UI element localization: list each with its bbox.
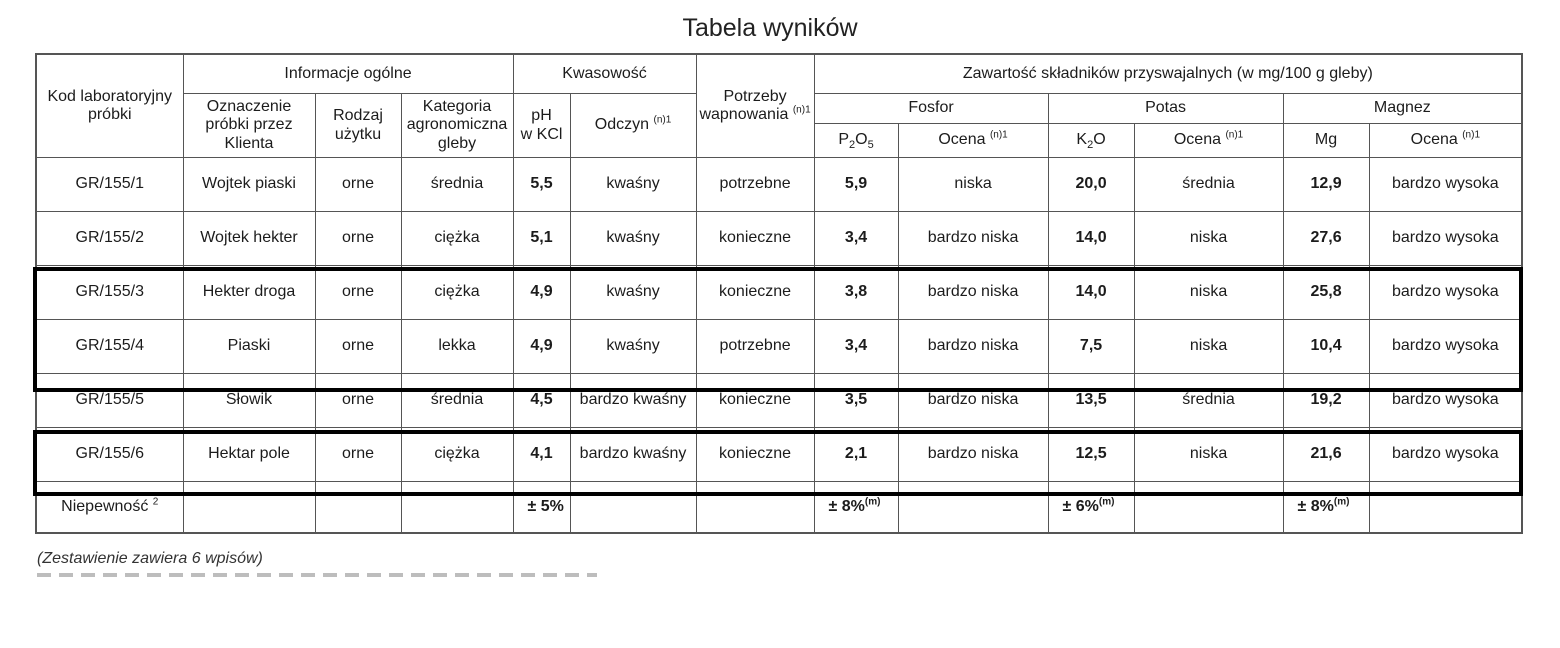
- header-ph-line1: pH: [531, 107, 552, 125]
- cell-mg: 25,8: [1283, 266, 1369, 320]
- cell-client-label: Piaski: [183, 320, 315, 374]
- uncertainty-empty-reaction: [570, 482, 696, 534]
- header-k2o-o: O: [1093, 131, 1106, 149]
- cell-reaction: kwaśny: [570, 320, 696, 374]
- table-row: [36, 212, 1522, 266]
- cell-soil-category: ciężka: [401, 212, 513, 266]
- cell-land-use: orne: [315, 320, 401, 374]
- cell-mg: 19,2: [1283, 374, 1369, 428]
- header-p2o5-sub2: 5: [867, 139, 874, 152]
- header-mg: Mg: [1283, 124, 1369, 158]
- cell-k2o: 14,0: [1048, 266, 1134, 320]
- cell-mg-rating: bardzo wysoka: [1369, 266, 1522, 320]
- uncertainty-k2o-note: (m): [1098, 496, 1115, 508]
- header-ph: [513, 94, 570, 158]
- uncertainty-mg-value: ± 8%: [1297, 497, 1334, 515]
- header-client-label: Oznaczenie próbki przez Klienta: [183, 94, 315, 158]
- uncertainty-empty-client: [183, 482, 315, 534]
- header-reaction: [570, 94, 696, 158]
- cell-mg: 10,4: [1283, 320, 1369, 374]
- cell-p-rating: bardzo niska: [898, 320, 1048, 374]
- table-row: [36, 266, 1522, 320]
- results-table: [35, 53, 1523, 534]
- header-k-rating-note: (n)1: [1225, 129, 1244, 141]
- cell-mg-rating: bardzo wysoka: [1369, 374, 1522, 428]
- header-reaction-note: (n)1: [653, 114, 672, 126]
- cell-soil-category: ciężka: [401, 266, 513, 320]
- cell-p-rating: niska: [898, 158, 1048, 212]
- cell-ph: 4,9: [513, 320, 570, 374]
- cell-p2o5: 5,9: [814, 158, 898, 212]
- cell-k-rating: niska: [1134, 212, 1283, 266]
- header-p-rating-text: Ocena: [938, 131, 986, 149]
- cell-k-rating: niska: [1134, 266, 1283, 320]
- header-k-rating: [1134, 124, 1283, 158]
- uncertainty-label: [36, 482, 183, 534]
- header-p2o5-sub1: 2: [849, 139, 856, 152]
- cell-ph: 5,1: [513, 212, 570, 266]
- header-ph-line2: w KCl: [520, 125, 563, 143]
- document-title: Tabela wyników: [682, 14, 858, 42]
- cell-land-use: orne: [315, 158, 401, 212]
- uncertainty-mg: [1283, 482, 1369, 534]
- cell-client-label: Wojtek piaski: [183, 158, 315, 212]
- header-reaction-text: Odczyn: [594, 116, 650, 134]
- cell-p-rating: bardzo niska: [898, 428, 1048, 482]
- footnote: (Zestawienie zawiera 6 wpisów): [37, 550, 263, 567]
- header-k-rating-text: Ocena: [1173, 131, 1221, 149]
- uncertainty-p2o5-value: ± 8%: [828, 497, 865, 515]
- header-liming-note: (n)1: [792, 104, 811, 116]
- header-magnesium: Magnez: [1283, 94, 1522, 124]
- cell-p2o5: 3,5: [814, 374, 898, 428]
- cell-ph: 4,9: [513, 266, 570, 320]
- cell-k2o: 7,5: [1048, 320, 1134, 374]
- header-liming-text: Potrzeby wapnowania: [699, 87, 789, 123]
- uncertainty-empty-use: [315, 482, 401, 534]
- cell-p2o5: 3,4: [814, 320, 898, 374]
- uncertainty-k2o-value: ± 6%: [1062, 497, 1099, 515]
- cell-reaction: kwaśny: [570, 266, 696, 320]
- table-row: [36, 158, 1522, 212]
- table-row: [36, 428, 1522, 482]
- cell-p-rating: bardzo niska: [898, 374, 1048, 428]
- header-lab-code: Kod laboratoryjny próbki: [36, 54, 183, 158]
- cell-p2o5: 3,8: [814, 266, 898, 320]
- header-phosphorus: Fosfor: [814, 94, 1048, 124]
- cell-liming: potrzebne: [696, 158, 814, 212]
- cell-liming: konieczne: [696, 374, 814, 428]
- uncertainty-empty-k-rating: [1134, 482, 1283, 534]
- cell-reaction: bardzo kwaśny: [570, 374, 696, 428]
- cell-reaction: kwaśny: [570, 212, 696, 266]
- cell-client-label: Wojtek hekter: [183, 212, 315, 266]
- header-k2o-sub: 2: [1087, 139, 1094, 152]
- header-liming: [696, 54, 814, 158]
- cell-lab-code: GR/155/6: [36, 428, 183, 482]
- cell-k2o: 14,0: [1048, 212, 1134, 266]
- uncertainty-empty-category: [401, 482, 513, 534]
- cell-reaction: bardzo kwaśny: [570, 428, 696, 482]
- cell-k-rating: średnia: [1134, 374, 1283, 428]
- uncertainty-label-text: Niepewność: [61, 497, 149, 515]
- cell-lab-code: GR/155/3: [36, 266, 183, 320]
- cell-mg: 12,9: [1283, 158, 1369, 212]
- header-p-rating-note: (n)1: [989, 129, 1008, 141]
- cell-p-rating: bardzo niska: [898, 212, 1048, 266]
- uncertainty-empty-mg-rating: [1369, 482, 1522, 534]
- cell-soil-category: ciężka: [401, 428, 513, 482]
- cell-client-label: Hektar pole: [183, 428, 315, 482]
- table-row: [36, 320, 1522, 374]
- header-k2o-k: K: [1076, 131, 1088, 149]
- header-p2o5: [814, 124, 898, 158]
- header-soil-category: Kategoria agronomiczna gleby: [401, 94, 513, 158]
- cell-soil-category: średnia: [401, 158, 513, 212]
- cell-soil-category: średnia: [401, 374, 513, 428]
- cell-p-rating: bardzo niska: [898, 266, 1048, 320]
- header-nutrients: Zawartość składników przyswajalnych (w mg/100 g gleby): [814, 54, 1522, 94]
- header-mg-rating-text: Ocena: [1410, 131, 1458, 149]
- cell-mg: 21,6: [1283, 428, 1369, 482]
- header-k2o: [1048, 124, 1134, 158]
- uncertainty-label-note: 2: [152, 496, 159, 508]
- header-land-use: Rodzaj użytku: [315, 94, 401, 158]
- header-p2o5-o: O: [855, 131, 868, 149]
- cell-p2o5: 3,4: [814, 212, 898, 266]
- header-acidity: Kwasowość: [513, 54, 696, 94]
- header-p-rating: [898, 124, 1048, 158]
- cell-liming: konieczne: [696, 212, 814, 266]
- header-row-1: [36, 54, 1522, 94]
- header-mg-rating-note: (n)1: [1462, 129, 1481, 141]
- cell-client-label: Słowik: [183, 374, 315, 428]
- cell-liming: konieczne: [696, 266, 814, 320]
- cut-off-text-line: [37, 573, 597, 577]
- cell-mg-rating: bardzo wysoka: [1369, 158, 1522, 212]
- cell-lab-code: GR/155/4: [36, 320, 183, 374]
- cell-client-label: Hekter droga: [183, 266, 315, 320]
- cell-liming: potrzebne: [696, 320, 814, 374]
- cell-mg-rating: bardzo wysoka: [1369, 212, 1522, 266]
- cell-k-rating: średnia: [1134, 158, 1283, 212]
- cell-mg: 27,6: [1283, 212, 1369, 266]
- uncertainty-p2o5: [814, 482, 898, 534]
- cell-land-use: orne: [315, 428, 401, 482]
- cell-ph: 4,5: [513, 374, 570, 428]
- cell-lab-code: GR/155/5: [36, 374, 183, 428]
- cell-land-use: orne: [315, 212, 401, 266]
- uncertainty-mg-note: (m): [1333, 496, 1350, 508]
- header-general-info: Informacje ogólne: [183, 54, 513, 94]
- cell-land-use: orne: [315, 374, 401, 428]
- uncertainty-empty-p-rating: [898, 482, 1048, 534]
- cell-k2o: 13,5: [1048, 374, 1134, 428]
- cell-land-use: orne: [315, 266, 401, 320]
- cell-lab-code: GR/155/1: [36, 158, 183, 212]
- header-mg-rating: [1369, 124, 1522, 158]
- uncertainty-row: [36, 482, 1522, 534]
- uncertainty-empty-liming: [696, 482, 814, 534]
- cell-soil-category: lekka: [401, 320, 513, 374]
- table-row: [36, 374, 1522, 428]
- uncertainty-p2o5-note: (m): [864, 496, 881, 508]
- cell-k-rating: niska: [1134, 428, 1283, 482]
- cell-mg-rating: bardzo wysoka: [1369, 320, 1522, 374]
- uncertainty-ph: ± 5%: [513, 482, 570, 534]
- uncertainty-k2o: [1048, 482, 1134, 534]
- header-potassium: Potas: [1048, 94, 1283, 124]
- cell-liming: konieczne: [696, 428, 814, 482]
- cell-ph: 4,1: [513, 428, 570, 482]
- header-p2o5-p: P: [838, 131, 850, 149]
- cell-k2o: 20,0: [1048, 158, 1134, 212]
- cell-ph: 5,5: [513, 158, 570, 212]
- cell-reaction: kwaśny: [570, 158, 696, 212]
- cell-lab-code: GR/155/2: [36, 212, 183, 266]
- cell-p2o5: 2,1: [814, 428, 898, 482]
- cell-k2o: 12,5: [1048, 428, 1134, 482]
- cell-k-rating: niska: [1134, 320, 1283, 374]
- cell-mg-rating: bardzo wysoka: [1369, 428, 1522, 482]
